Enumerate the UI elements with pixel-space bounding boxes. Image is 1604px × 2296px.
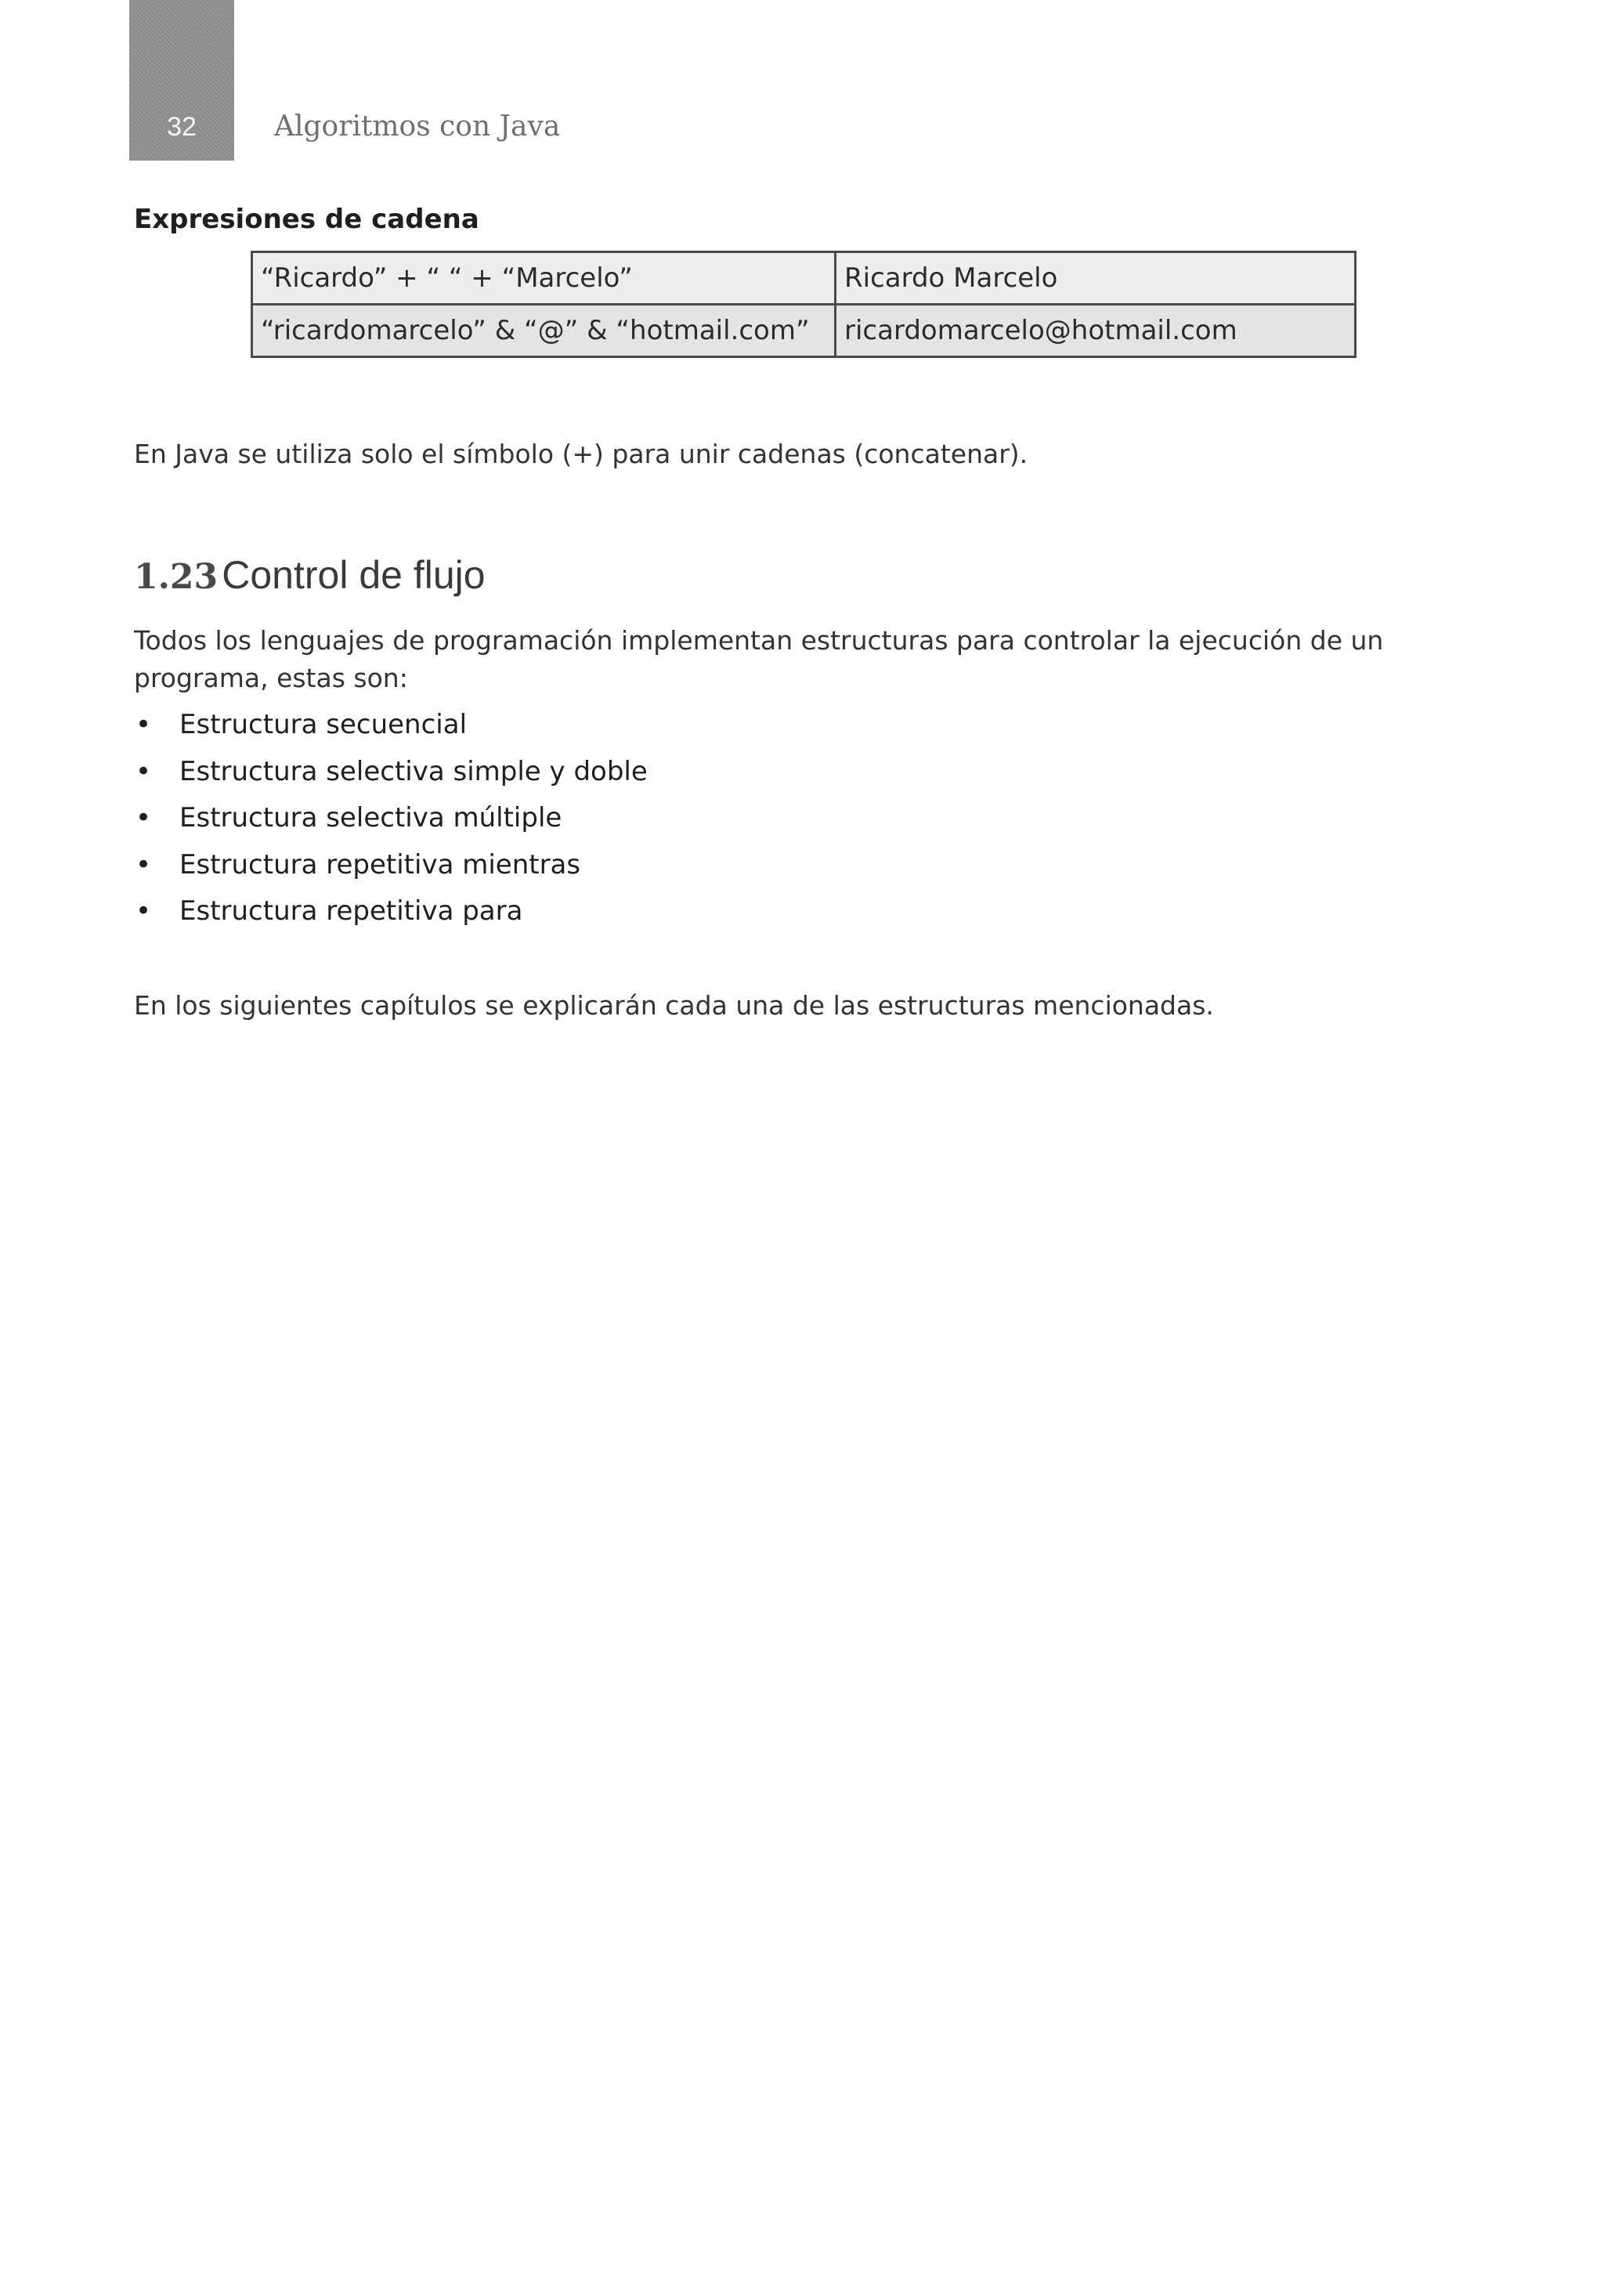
section-number: 1.23 bbox=[134, 557, 219, 597]
result-cell: Ricardo Marcelo bbox=[836, 252, 1356, 305]
string-expressions-table bbox=[251, 251, 1357, 358]
page-number: 32 bbox=[167, 112, 197, 142]
bullet-icon: • bbox=[135, 802, 152, 833]
bullet-icon: • bbox=[135, 895, 152, 927]
list-item-text: Estructura repetitiva para bbox=[179, 895, 523, 927]
bullet-icon: • bbox=[135, 848, 152, 880]
table-row bbox=[252, 305, 1356, 357]
section-intro: Todos los lenguajes de programación implementan estructuras para controlar la ejecución de un programa, estas son: bbox=[134, 625, 1384, 693]
bullet-icon: • bbox=[135, 755, 152, 787]
string-expressions-heading: Expresiones de cadena bbox=[134, 204, 479, 235]
closing-paragraph: En los siguientes capítulos se explicarán cada una de las estructuras mencionadas. bbox=[134, 990, 1214, 1021]
list-item-text: Estructura repetitiva mientras bbox=[179, 848, 581, 880]
result-cell: ricardomarcelo@hotmail.com bbox=[836, 305, 1356, 357]
section-title: Control de flujo bbox=[222, 553, 486, 597]
expression-cell: “ricardomarcelo” & “@” & “hotmail.com” bbox=[252, 305, 836, 357]
list-item-text: Estructura selectiva simple y doble bbox=[179, 755, 648, 787]
expression-cell: “Ricardo” + “ “ + “Marcelo” bbox=[252, 252, 836, 305]
running-title: Algoritmos con Java bbox=[274, 110, 561, 143]
list-item-text: Estructura secuencial bbox=[179, 709, 468, 740]
section-heading bbox=[134, 550, 486, 609]
list-item-text: Estructura selectiva múltiple bbox=[179, 802, 562, 833]
java-concat-note: En Java se utiliza solo el símbolo (+) para unir cadenas (concatenar). bbox=[134, 439, 1028, 469]
bullet-icon: • bbox=[135, 709, 152, 740]
table-row bbox=[252, 252, 1356, 305]
